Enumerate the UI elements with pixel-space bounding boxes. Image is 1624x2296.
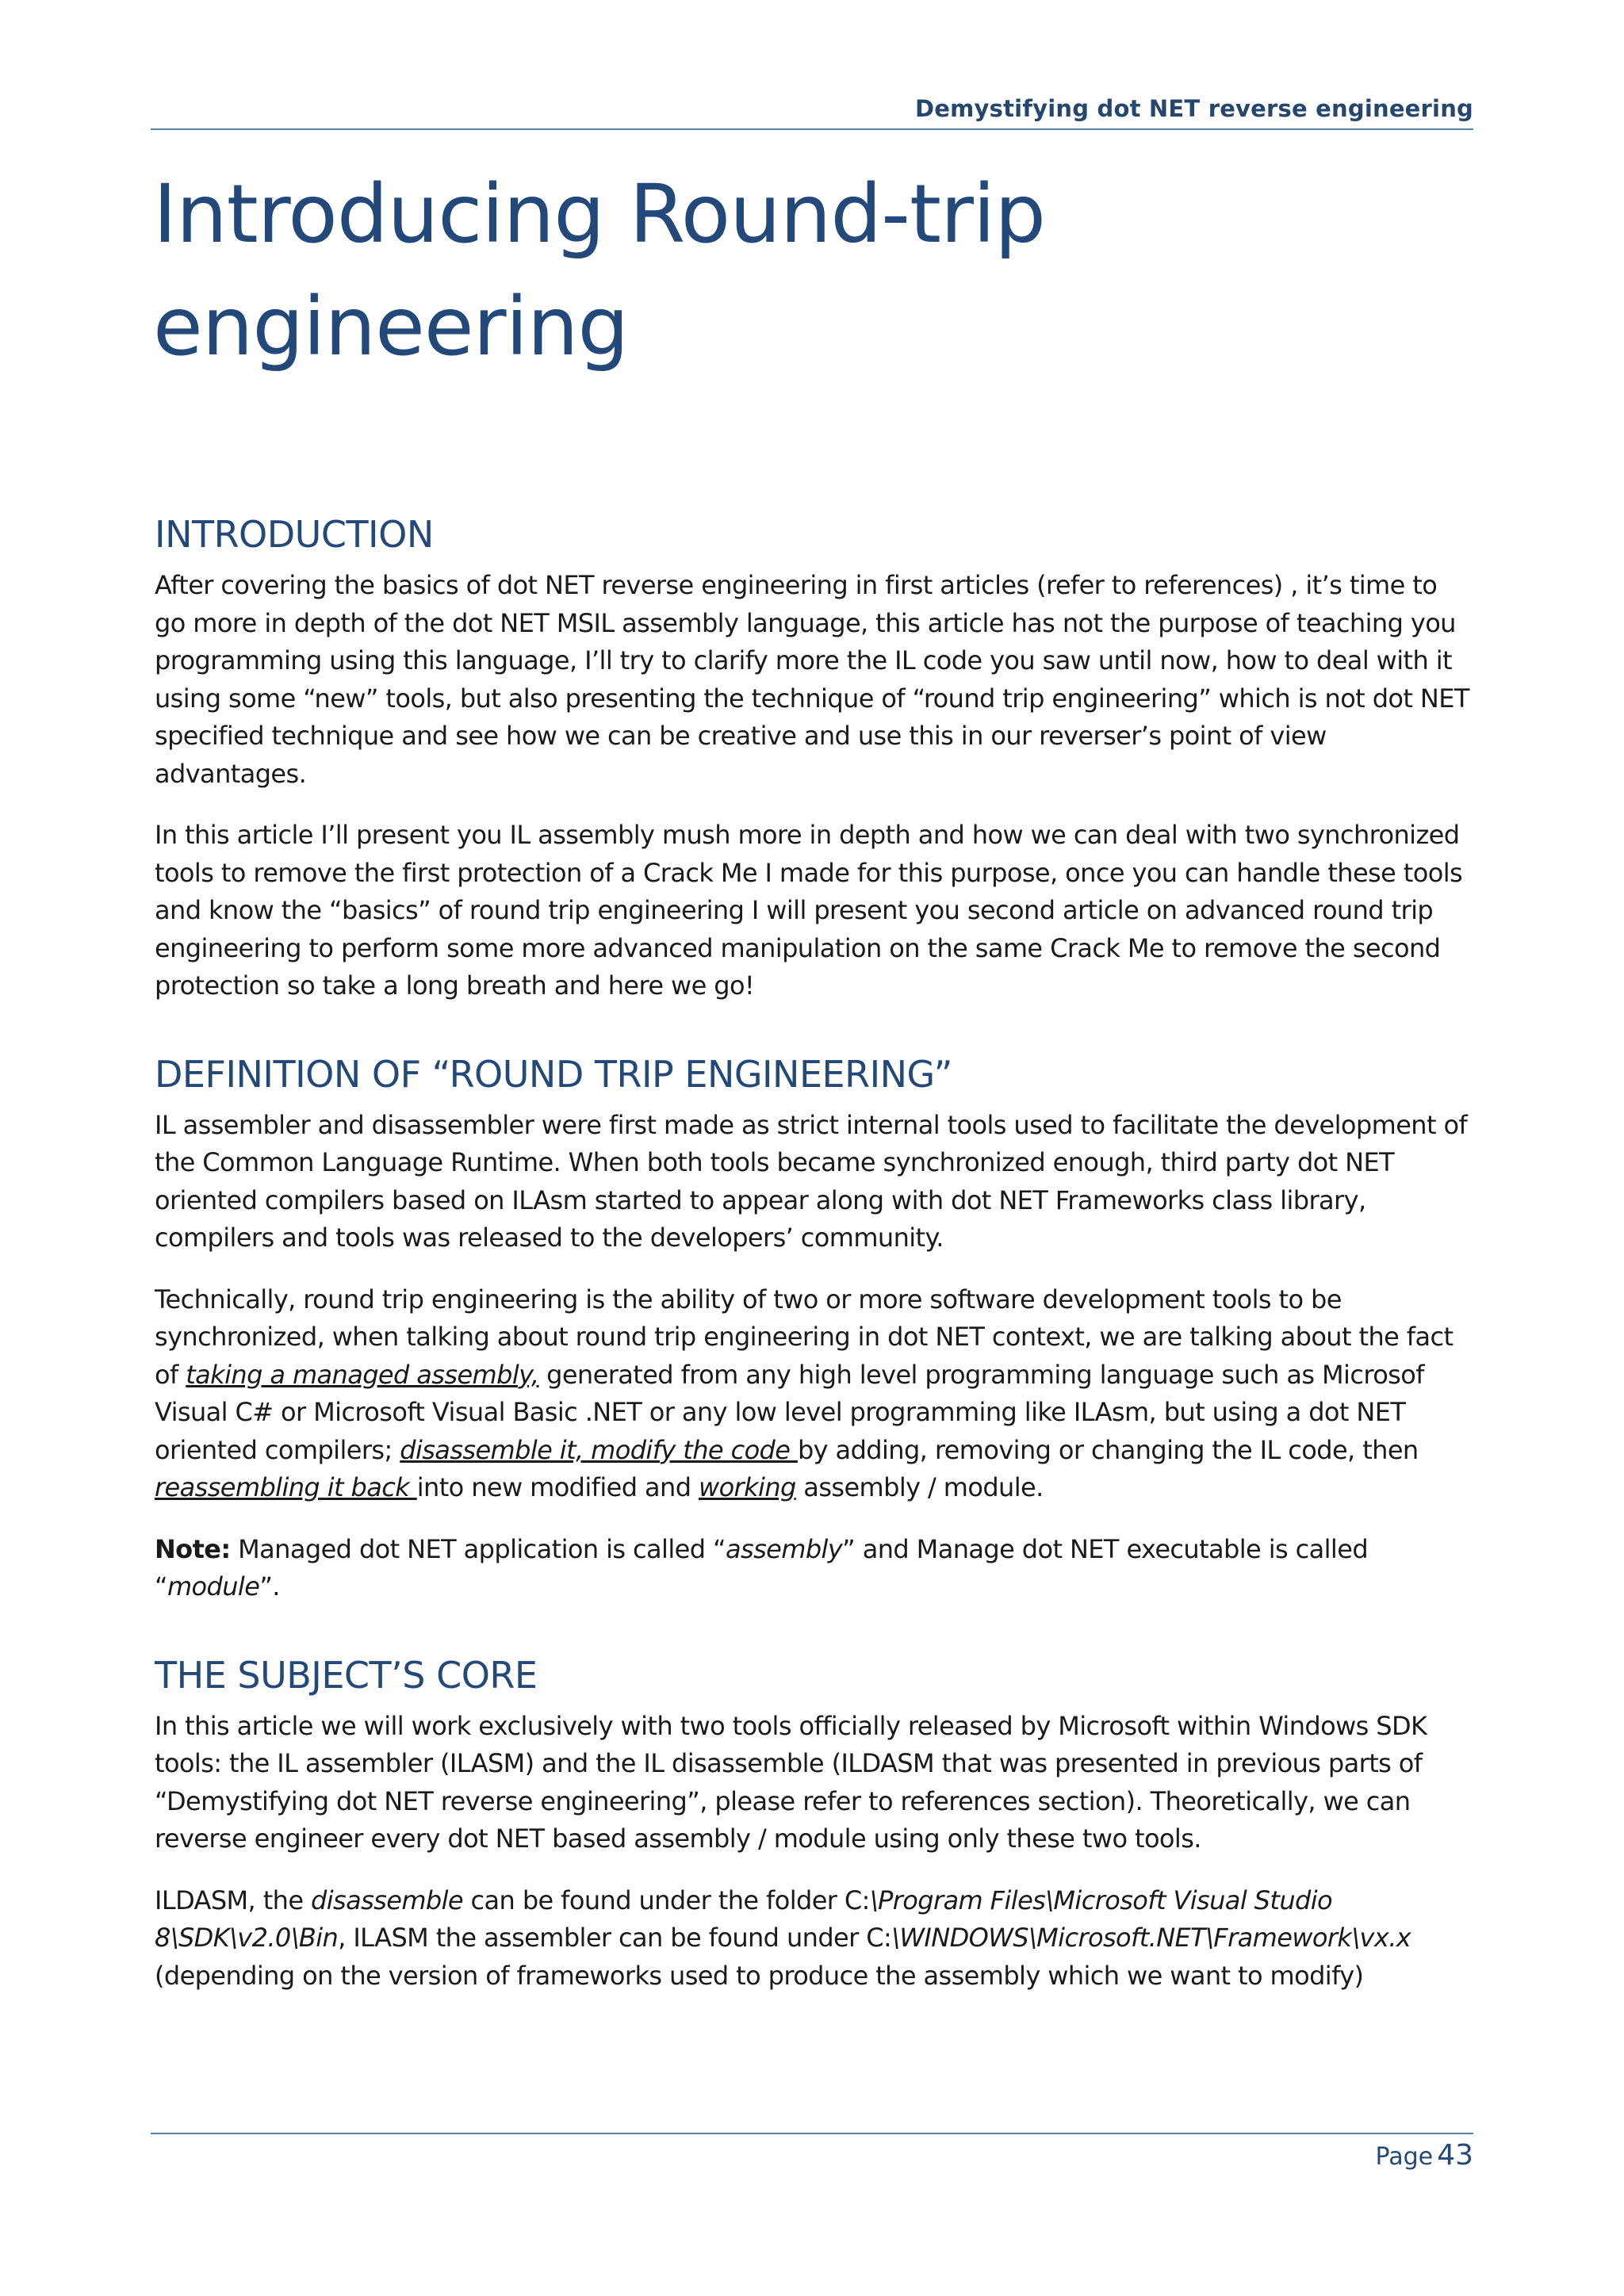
text-run: generated from any high level programming language such as Microsof Visual C# or Microsoft Visual Basic .NET or any low level programming like ILAsm, but using a dot NET oriented compilers; — [155, 1359, 1424, 1465]
text-run: assembly / module. — [795, 1472, 1044, 1502]
text-run: , ILASM the assembler can be found under C: — [338, 1923, 892, 1953]
section-heading-introduction: INTRODUCTION — [155, 513, 434, 556]
text-run: ILDASM, the — [155, 1885, 311, 1915]
text-run: by adding, removing or changing the IL code, then — [797, 1434, 1419, 1465]
paragraph — [155, 1882, 1471, 1996]
section-heading-core: THE SUBJECT’S CORE — [155, 1653, 538, 1697]
emphasis: disassemble — [311, 1885, 463, 1915]
note-label: Note: — [155, 1533, 231, 1564]
text-run: ”. — [259, 1571, 280, 1601]
footer-divider — [151, 2133, 1473, 2134]
text-run: Technically, round trip engineering is the ability of two or more software development tools to be synchronized, when talking about round trip engineering in dot NET context, we are talking about the fact of — [155, 1284, 1454, 1390]
emphasis-underlined: reassembling it back — [155, 1472, 417, 1502]
text-run: (depending on the version of frameworks used to produce the assembly which we want to modify) — [155, 1960, 1364, 1991]
emphasis-underlined: taking a managed assembly, — [186, 1359, 539, 1390]
paragraph: In this article I’ll present you IL assembly mush more in depth and how we can deal with two synchronized tools to remove the first protection of a Crack Me I made for this purpose, once you can handle these tools and know the “basics” of round trip engineering I will present you second article on advanced round trip engineering to perform some more advanced manipulation on the same Crack Me to remove the second protection so take a long breath and here we go! — [155, 820, 1463, 1001]
emphasis: assembly — [726, 1533, 843, 1564]
text-run: can be found under the folder C: — [462, 1885, 870, 1915]
article-body — [155, 511, 1471, 2019]
header-divider — [151, 128, 1473, 130]
text-run: Managed dot NET application is called “ — [230, 1533, 726, 1564]
text-run: ” and Manage dot NET executable is called “ — [155, 1533, 1369, 1601]
paragraph: In this article we will work exclusively with two tools officially released by Microsoft within Windows SDK tools: the IL assembler (ILASM) and the IL disassemble (ILDASM that was presented in previous parts of “Demystifying dot NET reverse engineering”, please refer to references section). Theoretically, we can reverse engineer every dot NET based assembly / module using only these two tools. — [155, 1710, 1427, 1854]
page-number-label: Page — [1375, 2143, 1434, 2171]
running-header: Demystifying dot NET reverse engineering — [915, 95, 1473, 122]
text-run: into new modified and — [416, 1472, 699, 1502]
paragraph: After covering the basics of dot NET reverse engineering in first articles (refer to references) , it’s time to go more in depth of the dot NET MSIL assembly language, this article has not the purpose of teaching you programming using this language, I’ll try to clarify more the IL code you saw until now, how to deal with it using some “new” tools, but also presenting the technique of “round trip engineering” which is not dot NET specified technique and see how we can be creative and use this in our reverser’s point of view advantages. — [155, 570, 1469, 789]
page-number — [1375, 2139, 1473, 2172]
page-number-value: 43 — [1437, 2139, 1473, 2172]
emphasis-underlined: working — [699, 1472, 796, 1502]
paragraph — [155, 1281, 1471, 1507]
emphasis-underlined: disassemble it, modify the code — [400, 1434, 798, 1465]
emphasis: module — [167, 1571, 260, 1601]
page-title: Introducing Round-trip engineering — [153, 167, 1046, 374]
file-path: \Program Files\Microsoft Visual Studio 8\SDK\v2.0\Bin — [155, 1885, 1332, 1953]
note-paragraph — [155, 1531, 1471, 1606]
section-core — [155, 1652, 1471, 1996]
file-path: \WINDOWS\Microsoft.NET\Framework\vx.x — [891, 1923, 1411, 1953]
paragraph: IL assembler and disassembler were first made as strict internal tools used to facilitate the development of the Common Language Runtime. When both tools became synchronized enough, third party dot NET oriented compilers based on ILAsm started to appear along with dot NET Frameworks class library, compilers and tools was released to the developers’ community. — [155, 1109, 1468, 1253]
section-introduction — [155, 511, 1471, 1005]
section-definition — [155, 1051, 1471, 1606]
section-heading-definition: DEFINITION OF “ROUND TRIP ENGINEERING” — [155, 1052, 953, 1096]
